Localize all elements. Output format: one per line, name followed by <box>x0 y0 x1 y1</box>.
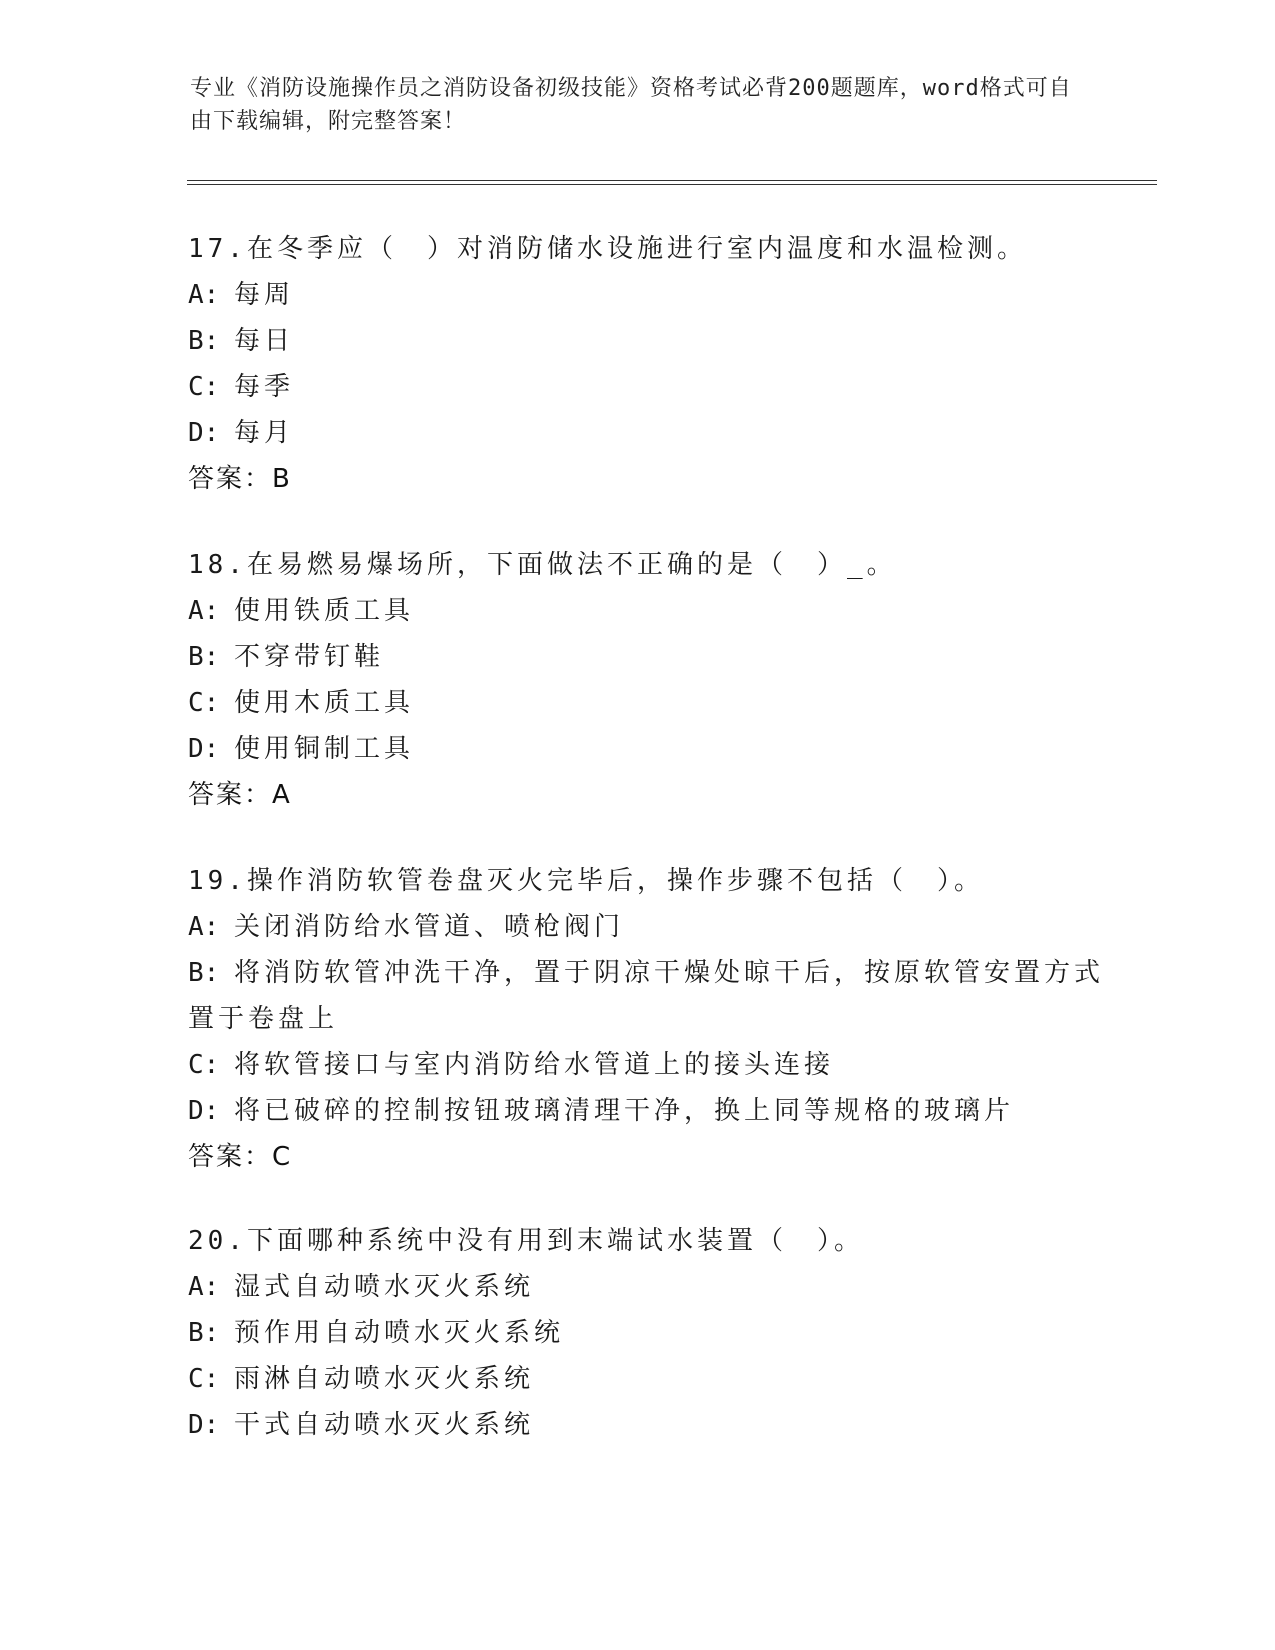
option-a <box>188 588 1118 634</box>
option-key: A: <box>188 912 220 942</box>
option-b <box>188 318 1118 364</box>
option-key: C: <box>188 1364 220 1394</box>
option-text: 干式自动喷水灭火系统 <box>234 1410 535 1440</box>
option-text: 将软管接口与室内消防给水管道上的接头连接 <box>234 1050 835 1080</box>
option-b <box>188 1310 1118 1356</box>
option-key: B: <box>188 642 220 672</box>
option-key: C: <box>188 372 220 402</box>
option-key: C: <box>188 1050 220 1080</box>
option-key: B: <box>188 326 220 356</box>
option-text: 雨淋自动喷水灭火系统 <box>234 1364 535 1394</box>
answer-line: 答案：B <box>188 464 292 494</box>
option-a <box>188 272 1118 318</box>
option-key: B: <box>188 958 220 988</box>
option-a <box>188 1264 1118 1310</box>
option-key: D: <box>188 418 220 448</box>
option-b <box>188 634 1118 680</box>
option-key: D: <box>188 1096 220 1126</box>
header-divider <box>187 180 1157 185</box>
document-header: 专业《消防设施操作员之消防设备初级技能》资格考试必背200题题库，word格式可自由下载编辑，附完整答案！ <box>190 76 1072 134</box>
option-text: 使用铜制工具 <box>234 734 415 764</box>
option-text: 每周 <box>234 280 295 310</box>
option-d <box>188 1088 1118 1134</box>
option-key: A: <box>188 280 220 310</box>
question-20 <box>188 1218 1118 1448</box>
option-key: A: <box>188 596 220 626</box>
option-text: 将已破碎的控制按钮玻璃清理干净，换上同等规格的玻璃片 <box>234 1096 1015 1126</box>
option-d <box>188 410 1118 456</box>
option-b <box>188 950 1118 1042</box>
option-c <box>188 680 1118 726</box>
question-19 <box>188 858 1118 1180</box>
question-stem: 18.在易燃易爆场所，下面做法不正确的是（ ）_。 <box>188 550 897 580</box>
option-key: D: <box>188 1410 220 1440</box>
answer-line: 答案：C <box>188 1142 293 1172</box>
option-key: B: <box>188 1318 220 1348</box>
question-stem: 20.下面哪种系统中没有用到末端试水装置（ ）。 <box>188 1226 864 1256</box>
option-c <box>188 1042 1118 1088</box>
option-key: C: <box>188 688 220 718</box>
option-text: 每月 <box>234 418 295 448</box>
option-c <box>188 1356 1118 1402</box>
option-c <box>188 364 1118 410</box>
option-text: 关闭消防给水管道、喷枪阀门 <box>234 912 625 942</box>
option-key: A: <box>188 1272 220 1302</box>
option-a <box>188 904 1118 950</box>
option-text: 使用木质工具 <box>234 688 415 718</box>
question-stem: 19.操作消防软管卷盘灭火完毕后，操作步骤不包括（ ）。 <box>188 866 984 896</box>
option-text: 预作用自动喷水灭火系统 <box>234 1318 565 1348</box>
option-key: D: <box>188 734 220 764</box>
option-text: 湿式自动喷水灭火系统 <box>234 1272 535 1302</box>
answer-line: 答案：A <box>188 780 292 810</box>
option-d <box>188 1402 1118 1448</box>
option-text: 不穿带钉鞋 <box>234 642 385 672</box>
option-text: 每季 <box>234 372 295 402</box>
question-18 <box>188 542 1118 818</box>
question-17 <box>188 226 1118 502</box>
option-text: 将消防软管冲洗干净，置于阴凉干燥处晾干后，按原软管安置方式置于卷盘上 <box>188 958 1105 1034</box>
option-text: 每日 <box>234 326 295 356</box>
option-text: 使用铁质工具 <box>234 596 415 626</box>
option-d <box>188 726 1118 772</box>
question-stem: 17.在冬季应（ ）对消防储水设施进行室内温度和水温检测。 <box>188 234 1027 264</box>
